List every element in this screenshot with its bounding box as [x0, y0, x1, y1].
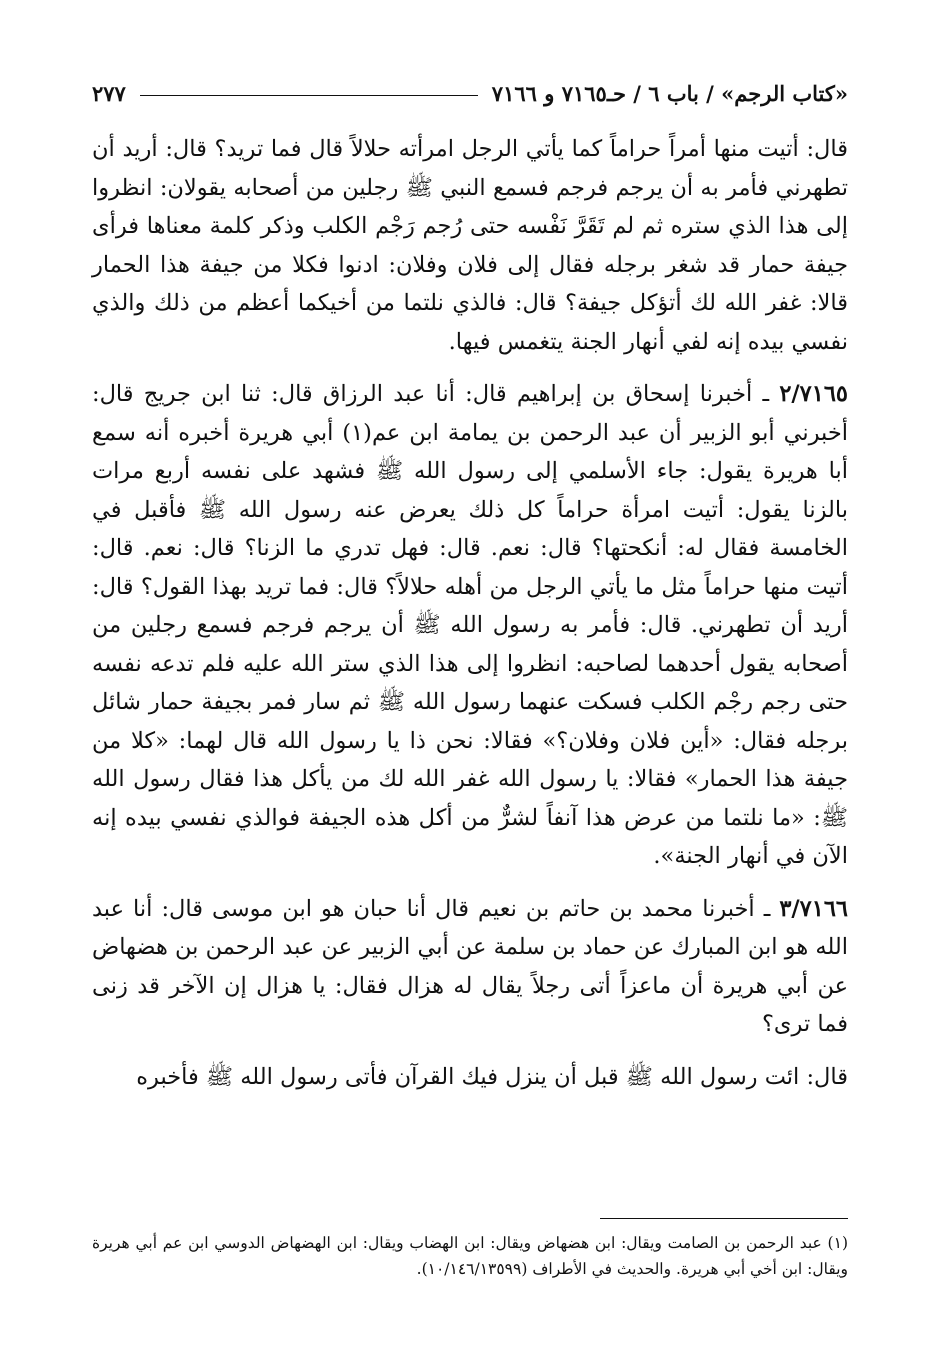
hadith-7166	[92, 890, 848, 1044]
paragraph-last: قال: ائت رسول الله ﷺ قبل أن ينزل فيك القرآن فأتى رسول الله ﷺ فأخبره	[136, 1063, 848, 1090]
footnote: (١) عبد الرحمن بن الصامت ويقال: ابن هضهاض ويقال: ابن الهضاب ويقال: ابن الهضهاض الدوسي ابن عم أبي هريرة ويقال: ابن أخي أبي هريرة. والحديث في الأطراف (١٠/١٤٦/١٣٥٩٩).	[92, 1234, 848, 1278]
hadith-text: ـ أخبرنا محمد بن حاتم بن نعيم قال أنا حبان هو ابن موسى قال: أنا عبد الله هو ابن المبارك عن حماد بن سلمة عن أبي الزبير عن عبد الرحمن بن هضهاض عن أبي هريرة أن ماعزاً أتى رجلاً يقال له هزال فقال: يا هزال إن الآخر قد زنى فما ترى؟	[92, 895, 848, 1037]
hadith-number: ٣/٧١٦٦	[779, 895, 848, 922]
main-text	[92, 130, 848, 1096]
page-number: ٢٧٧	[92, 80, 126, 106]
header-title: «كتاب الرجم» / باب ٦ / حـ٧١٦٥ و ٧١٦٦	[491, 80, 848, 106]
hadith-number: ٢/٧١٦٥	[779, 381, 848, 407]
hadith-7165	[92, 375, 848, 876]
hadith-text: ـ أخبرنا إسحاق بن إبراهيم قال: أنا عبد الرزاق قال: ثنا ابن جريج قال: أخبرني أبو الزبير أن عبد الرحمن بن يمامة ابن عم(١) أبي هريرة أخبره أنه سمع أبا هريرة يقول: جاء الأسلمي إلى رسول الله ﷺ فشهد على نفسه أربع مرات بالزنا يقول: أتيت امرأة حراماً كل ذلك يعرض عنه رسول الله ﷺ فأقبل في الخامسة فقال له: أنكحتها؟ قال: نعم. قال: فهل تدري ما الزنا؟ قال: نعم. قال: أتيت منها حراماً مثل ما يأتي الرجل من أهله حلالاً؟ قال: فما تريد بهذا القول؟ قال: أريد أن تطهرني. قال: فأمر به رسول الله ﷺ أن يرجم فرجم فسمع رجلين من أصحابه يقول أحدهما لصاحبه: انظروا إلى هذا الذي ستر الله عليه فلم تدعه نفسه حتى رجم رجْم الكلب فسكت عنهما رسول الله ﷺ ثم سار فمر بجيفة حمار شائل برجله فقال: «أين فلان وفلان؟» فقالا: نحن ذا يا رسول الله قال لهما: «كلا من جيفة هذا الحمار» فقالا: يا رسول الله غفر الله لك من يأكل هذا فقال رسول الله ﷺ: «ما نلتما من عرض هذا آنفاً لشرٌّ من أكل هذه الجيفة فوالذي نفسي بيده إنه الآن في أنهار الجنة».	[92, 381, 848, 869]
footnote-rule	[600, 1218, 848, 1219]
running-header	[92, 76, 848, 110]
header-rule	[140, 95, 478, 96]
paragraph-continuation: قال: أتيت منها أمراً حراماً كما يأتي الرجل امرأته حلالاً قال فما تريد؟ قال: أريد أن تطهرني فأمر به أن يرجم فرجم فسمع النبي ﷺ رجلين من أصحابه يقولان: انظروا إلى هذا الذي ستره ثم لم تَقَرَّ نَفْسه حتى رُجم رَجْم الكلب وذكر كلمة معناها فرأى جيفة حمار قد شغر برجله فقال إلى فلان وفلان: ادنوا فكلا من جيفة هذا الحمار قالا: غفر الله لك أتؤكل جيفة؟ قال: فالذي نلتما من أخيكما أعظم من ذلك والذي نفسي بيده إنه لفي أنهار الجنة يتغمس فيها.	[92, 136, 848, 355]
book-page	[92, 66, 848, 1336]
